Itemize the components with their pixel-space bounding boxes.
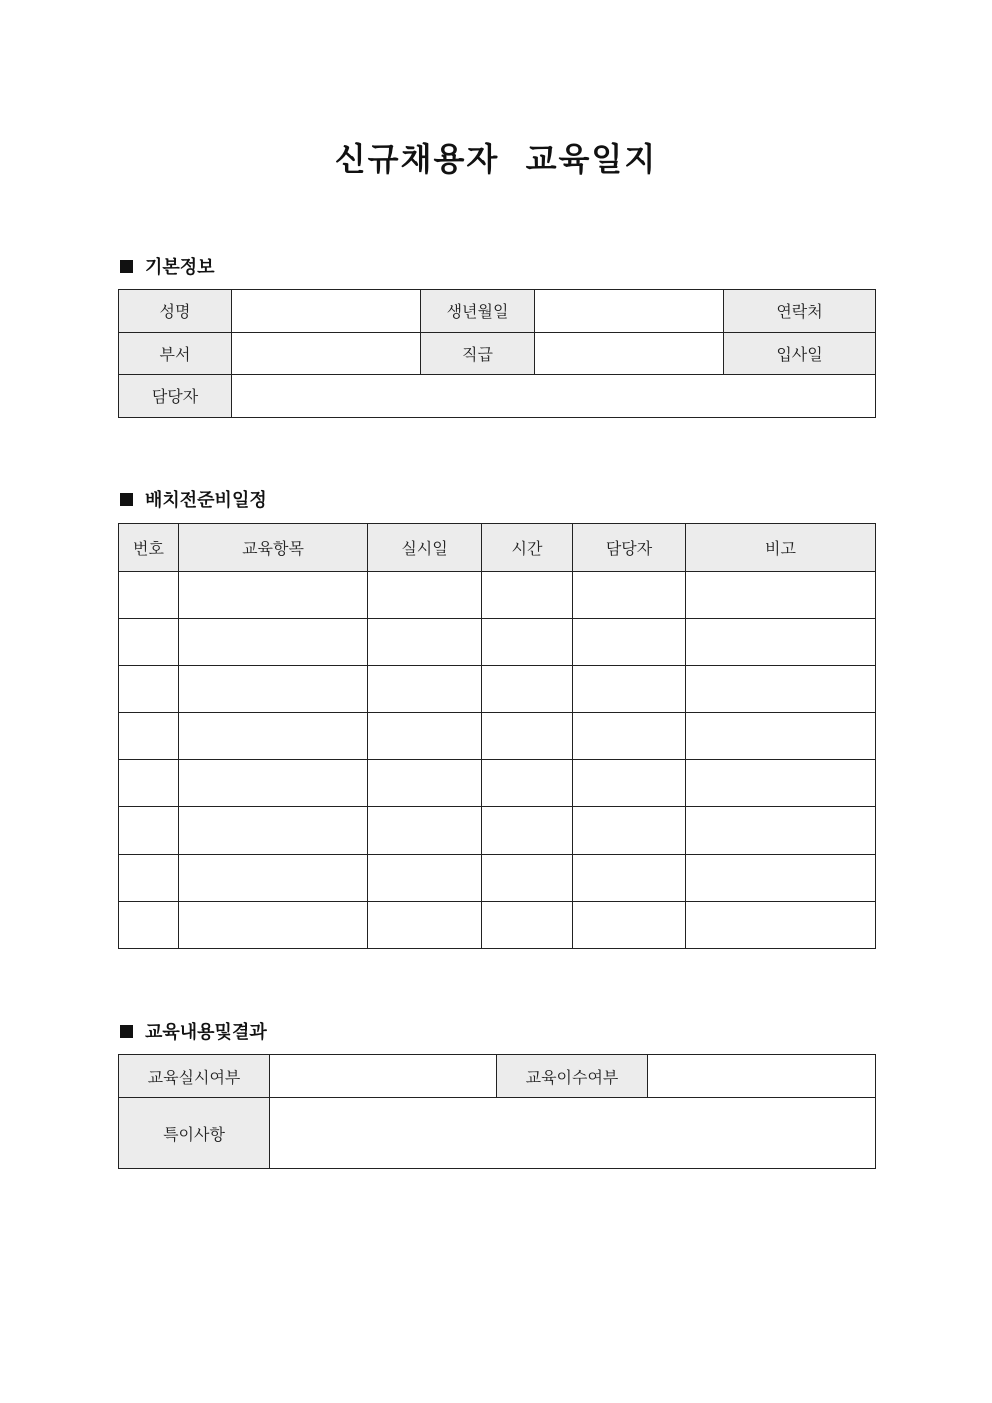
schedule-cell-number[interactable] (119, 571, 179, 618)
column-header-time: 시간 (482, 524, 573, 572)
square-bullet-icon (120, 260, 133, 273)
table-row (119, 332, 876, 375)
completed-field[interactable] (648, 1055, 876, 1098)
schedule-cell-time[interactable] (482, 901, 573, 948)
schedule-cell-item[interactable] (179, 807, 368, 854)
table-row (119, 1098, 876, 1169)
schedule-cell-number[interactable] (119, 665, 179, 712)
name-label: 성명 (119, 290, 232, 333)
schedule-cell-time[interactable] (482, 807, 573, 854)
rank-label: 직급 (421, 332, 535, 375)
name-field[interactable] (232, 290, 421, 333)
department-field[interactable] (232, 332, 421, 375)
remarks-field[interactable] (270, 1098, 876, 1169)
schedule-table (118, 523, 876, 949)
schedule-cell-number[interactable] (119, 618, 179, 665)
schedule-cell-date[interactable] (368, 901, 482, 948)
schedule-cell-time[interactable] (482, 665, 573, 712)
table-row (119, 807, 876, 854)
table-row (119, 760, 876, 807)
table-row (119, 713, 876, 760)
schedule-cell-item[interactable] (179, 713, 368, 760)
schedule-cell-time[interactable] (482, 760, 573, 807)
schedule-cell-number[interactable] (119, 854, 179, 901)
square-bullet-icon (120, 493, 133, 506)
results-table (118, 1054, 876, 1169)
manager-label: 담당자 (119, 375, 232, 418)
schedule-cell-manager[interactable] (573, 665, 686, 712)
basic-info-heading-text: 기본정보 (145, 257, 215, 278)
table-row (119, 571, 876, 618)
column-header-date: 실시일 (368, 524, 482, 572)
column-header-number: 번호 (119, 524, 179, 572)
schedule-cell-number[interactable] (119, 807, 179, 854)
schedule-body (119, 571, 876, 949)
schedule-cell-remarks[interactable] (686, 807, 876, 854)
schedule-cell-remarks[interactable] (686, 901, 876, 948)
schedule-cell-remarks[interactable] (686, 713, 876, 760)
results-heading (118, 1018, 267, 1044)
schedule-cell-remarks[interactable] (686, 665, 876, 712)
table-row (119, 375, 876, 418)
schedule-cell-time[interactable] (482, 854, 573, 901)
schedule-cell-date[interactable] (368, 854, 482, 901)
schedule-heading (118, 486, 267, 512)
schedule-heading-text: 배치전준비일정 (145, 490, 267, 511)
schedule-cell-manager[interactable] (573, 713, 686, 760)
schedule-cell-date[interactable] (368, 665, 482, 712)
completed-label: 교육이수여부 (497, 1055, 648, 1098)
schedule-cell-number[interactable] (119, 901, 179, 948)
table-row (119, 618, 876, 665)
department-label: 부서 (119, 332, 232, 375)
table-row (119, 854, 876, 901)
schedule-cell-item[interactable] (179, 901, 368, 948)
column-header-remarks: 비고 (686, 524, 876, 572)
basic-info-heading (118, 253, 215, 279)
schedule-cell-remarks[interactable] (686, 760, 876, 807)
results-heading-text: 교육내용및결과 (145, 1022, 267, 1043)
column-header-manager: 담당자 (573, 524, 686, 572)
schedule-cell-date[interactable] (368, 618, 482, 665)
schedule-cell-number[interactable] (119, 760, 179, 807)
rank-field[interactable] (535, 332, 724, 375)
manager-field[interactable] (232, 375, 876, 418)
document-title: 신규채용자 교육일지 (334, 140, 658, 178)
schedule-cell-number[interactable] (119, 713, 179, 760)
table-header-row (119, 524, 876, 572)
table-row (119, 665, 876, 712)
schedule-cell-date[interactable] (368, 807, 482, 854)
schedule-cell-manager[interactable] (573, 807, 686, 854)
schedule-cell-manager[interactable] (573, 901, 686, 948)
schedule-cell-manager[interactable] (573, 618, 686, 665)
birth-field[interactable] (535, 290, 724, 333)
schedule-cell-item[interactable] (179, 571, 368, 618)
birth-label: 생년월일 (421, 290, 535, 333)
schedule-cell-time[interactable] (482, 713, 573, 760)
schedule-cell-manager[interactable] (573, 854, 686, 901)
schedule-cell-item[interactable] (179, 618, 368, 665)
table-row (119, 1055, 876, 1098)
schedule-cell-remarks[interactable] (686, 854, 876, 901)
conducted-label: 교육실시여부 (119, 1055, 270, 1098)
schedule-cell-time[interactable] (482, 571, 573, 618)
schedule-cell-remarks[interactable] (686, 618, 876, 665)
table-row (119, 901, 876, 948)
contact-label: 연락처 (724, 290, 876, 333)
schedule-cell-date[interactable] (368, 760, 482, 807)
table-row (119, 290, 876, 333)
schedule-cell-item[interactable] (179, 760, 368, 807)
column-header-item: 교육항목 (179, 524, 368, 572)
schedule-cell-date[interactable] (368, 571, 482, 618)
hire-date-label: 입사일 (724, 332, 876, 375)
schedule-cell-remarks[interactable] (686, 571, 876, 618)
remarks-label: 특이사항 (119, 1098, 270, 1169)
schedule-cell-manager[interactable] (573, 571, 686, 618)
square-bullet-icon (120, 1025, 133, 1038)
basic-info-table (118, 289, 876, 418)
conducted-field[interactable] (270, 1055, 497, 1098)
schedule-cell-item[interactable] (179, 665, 368, 712)
schedule-cell-date[interactable] (368, 713, 482, 760)
schedule-cell-manager[interactable] (573, 760, 686, 807)
schedule-cell-item[interactable] (179, 854, 368, 901)
schedule-cell-time[interactable] (482, 618, 573, 665)
